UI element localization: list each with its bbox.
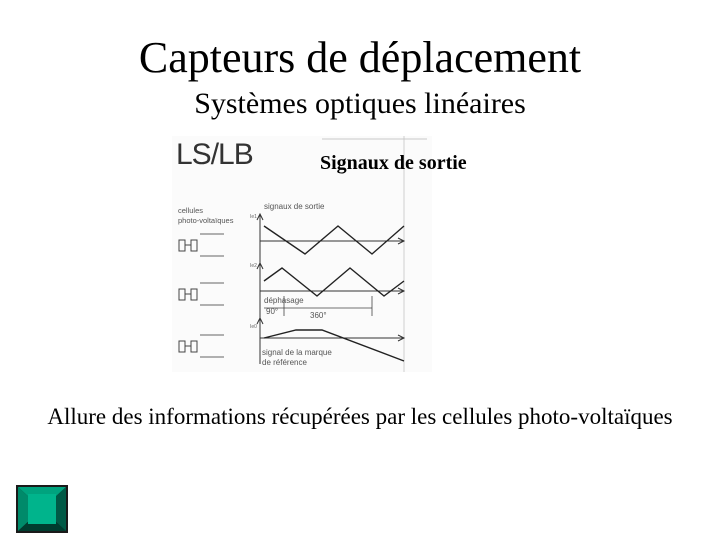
signals-label: signaux de sortie [264, 202, 325, 211]
signal-2-wave [264, 268, 404, 296]
signal1-label: Ie1 [250, 214, 257, 220]
degree-360-label: 360° [310, 311, 327, 320]
ls-lb-brand: LS/LB [176, 138, 253, 171]
photocell-icons [179, 240, 197, 352]
cells-label-line1: cellules [178, 206, 204, 215]
cells-label-line2: photo-voltaïques [178, 216, 234, 225]
phase-label: déphasage [264, 296, 304, 305]
reference-signal-label: Ie0 [250, 324, 257, 330]
signal-1-wave [264, 226, 404, 254]
reference-mark-label-line2: de référence [262, 358, 307, 367]
slide-subtitle: Systèmes optiques linéaires [194, 87, 526, 120]
slide-title: Capteurs de déplacement [138, 33, 582, 82]
reference-mark-label-line1: signal de la marque [262, 348, 332, 357]
output-signals-caption: Signaux de sortie [320, 152, 467, 174]
teal-diamond-nav-icon[interactable] [15, 484, 69, 534]
slide-description: Allure des informations récupérées par les cellules photo-voltaïques [47, 404, 673, 429]
photocell-leads [200, 234, 224, 357]
signal2-label: Ie2 [250, 263, 257, 269]
degree-90-label: 90° [266, 307, 279, 316]
